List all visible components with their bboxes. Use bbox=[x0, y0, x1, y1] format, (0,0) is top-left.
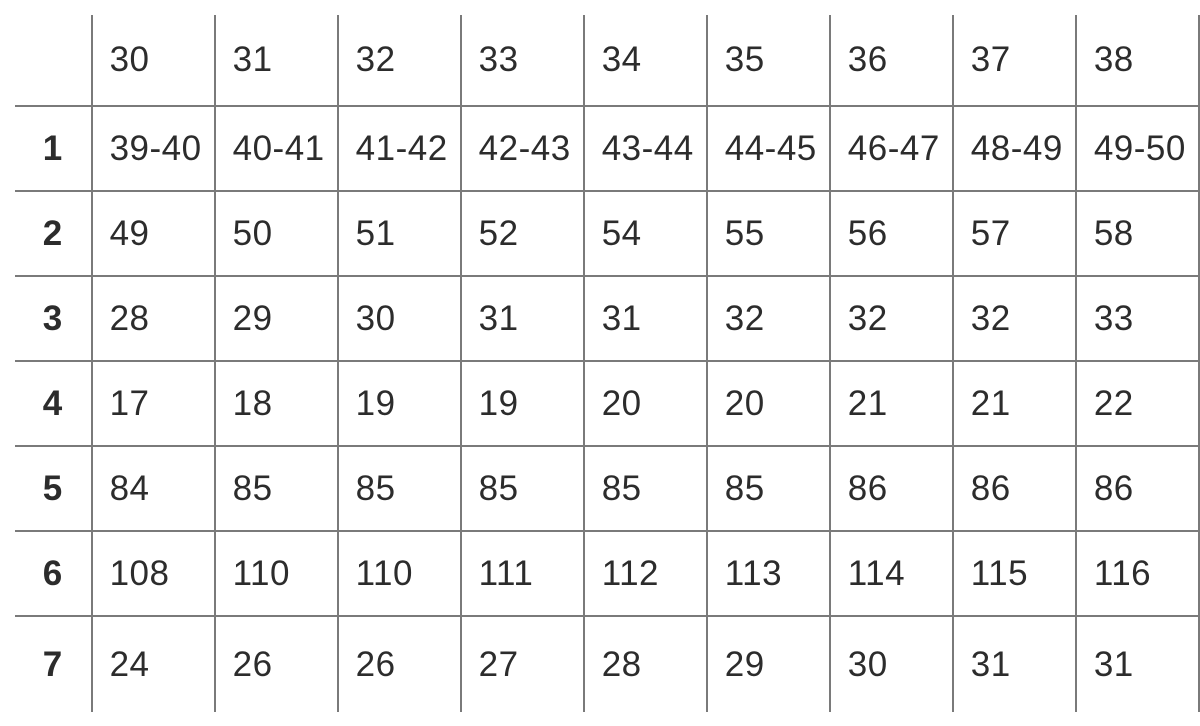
table-cell: 29 bbox=[215, 276, 338, 361]
table-cell: 18 bbox=[215, 361, 338, 446]
table-cell: 49 bbox=[92, 191, 215, 276]
table-cell: 55 bbox=[707, 191, 830, 276]
row-label: 6 bbox=[15, 531, 92, 616]
table-cell: 32 bbox=[830, 276, 953, 361]
table-cell: 110 bbox=[338, 531, 461, 616]
column-header-36: 36 bbox=[830, 15, 953, 106]
table-cell: 112 bbox=[584, 531, 707, 616]
row-label: 2 bbox=[15, 191, 92, 276]
table-cell: 20 bbox=[707, 361, 830, 446]
table-cell: 32 bbox=[953, 276, 1076, 361]
table-cell: 49-50 bbox=[1076, 106, 1199, 191]
table-cell: 17 bbox=[92, 361, 215, 446]
table-cell: 29 bbox=[707, 616, 830, 712]
table-cell: 57 bbox=[953, 191, 1076, 276]
table-cell: 24 bbox=[92, 616, 215, 712]
column-header-33: 33 bbox=[461, 15, 584, 106]
row-label: 4 bbox=[15, 361, 92, 446]
column-header-37: 37 bbox=[953, 15, 1076, 106]
table-cell: 113 bbox=[707, 531, 830, 616]
table-cell: 56 bbox=[830, 191, 953, 276]
table-cell: 31 bbox=[584, 276, 707, 361]
table-row bbox=[15, 191, 1199, 276]
table-cell: 27 bbox=[461, 616, 584, 712]
table-cell: 46-47 bbox=[830, 106, 953, 191]
table-row bbox=[15, 531, 1199, 616]
size-chart-table bbox=[15, 15, 1200, 712]
table-cell: 115 bbox=[953, 531, 1076, 616]
column-header-31: 31 bbox=[215, 15, 338, 106]
table-cell: 21 bbox=[830, 361, 953, 446]
header-row bbox=[15, 15, 1199, 106]
table-cell: 86 bbox=[1076, 446, 1199, 531]
table-cell: 19 bbox=[461, 361, 584, 446]
table-body bbox=[15, 106, 1199, 712]
column-header-35: 35 bbox=[707, 15, 830, 106]
table-cell: 20 bbox=[584, 361, 707, 446]
table-cell: 21 bbox=[953, 361, 1076, 446]
row-label: 3 bbox=[15, 276, 92, 361]
row-label: 1 bbox=[15, 106, 92, 191]
table-cell: 22 bbox=[1076, 361, 1199, 446]
table-row bbox=[15, 361, 1199, 446]
table-cell: 48-49 bbox=[953, 106, 1076, 191]
table-cell: 86 bbox=[830, 446, 953, 531]
table-cell: 28 bbox=[92, 276, 215, 361]
table-cell: 85 bbox=[215, 446, 338, 531]
table-cell: 51 bbox=[338, 191, 461, 276]
table-cell: 31 bbox=[461, 276, 584, 361]
table-cell: 31 bbox=[1076, 616, 1199, 712]
table-row bbox=[15, 106, 1199, 191]
table-cell: 50 bbox=[215, 191, 338, 276]
table-cell: 114 bbox=[830, 531, 953, 616]
table-cell: 52 bbox=[461, 191, 584, 276]
table-cell: 44-45 bbox=[707, 106, 830, 191]
row-label: 5 bbox=[15, 446, 92, 531]
table-cell: 26 bbox=[215, 616, 338, 712]
corner-cell bbox=[15, 15, 92, 106]
column-header-30: 30 bbox=[92, 15, 215, 106]
table-cell: 39-40 bbox=[92, 106, 215, 191]
row-label: 7 bbox=[15, 616, 92, 712]
table-cell: 85 bbox=[584, 446, 707, 531]
table-cell: 85 bbox=[461, 446, 584, 531]
table-cell: 31 bbox=[953, 616, 1076, 712]
table-cell: 108 bbox=[92, 531, 215, 616]
table-row bbox=[15, 616, 1199, 712]
column-header-32: 32 bbox=[338, 15, 461, 106]
table-row bbox=[15, 446, 1199, 531]
column-header-34: 34 bbox=[584, 15, 707, 106]
table-cell: 28 bbox=[584, 616, 707, 712]
column-header-38: 38 bbox=[1076, 15, 1199, 106]
table-cell: 43-44 bbox=[584, 106, 707, 191]
table-cell: 85 bbox=[707, 446, 830, 531]
table-cell: 58 bbox=[1076, 191, 1199, 276]
table-cell: 32 bbox=[707, 276, 830, 361]
table-cell: 40-41 bbox=[215, 106, 338, 191]
table-cell: 42-43 bbox=[461, 106, 584, 191]
table-cell: 111 bbox=[461, 531, 584, 616]
table-cell: 41-42 bbox=[338, 106, 461, 191]
table-cell: 85 bbox=[338, 446, 461, 531]
table-cell: 30 bbox=[830, 616, 953, 712]
table-cell: 26 bbox=[338, 616, 461, 712]
table-cell: 19 bbox=[338, 361, 461, 446]
table-cell: 54 bbox=[584, 191, 707, 276]
table-cell: 30 bbox=[338, 276, 461, 361]
table-cell: 110 bbox=[215, 531, 338, 616]
table-row bbox=[15, 276, 1199, 361]
table-cell: 33 bbox=[1076, 276, 1199, 361]
table-cell: 84 bbox=[92, 446, 215, 531]
table-cell: 116 bbox=[1076, 531, 1199, 616]
table-cell: 86 bbox=[953, 446, 1076, 531]
